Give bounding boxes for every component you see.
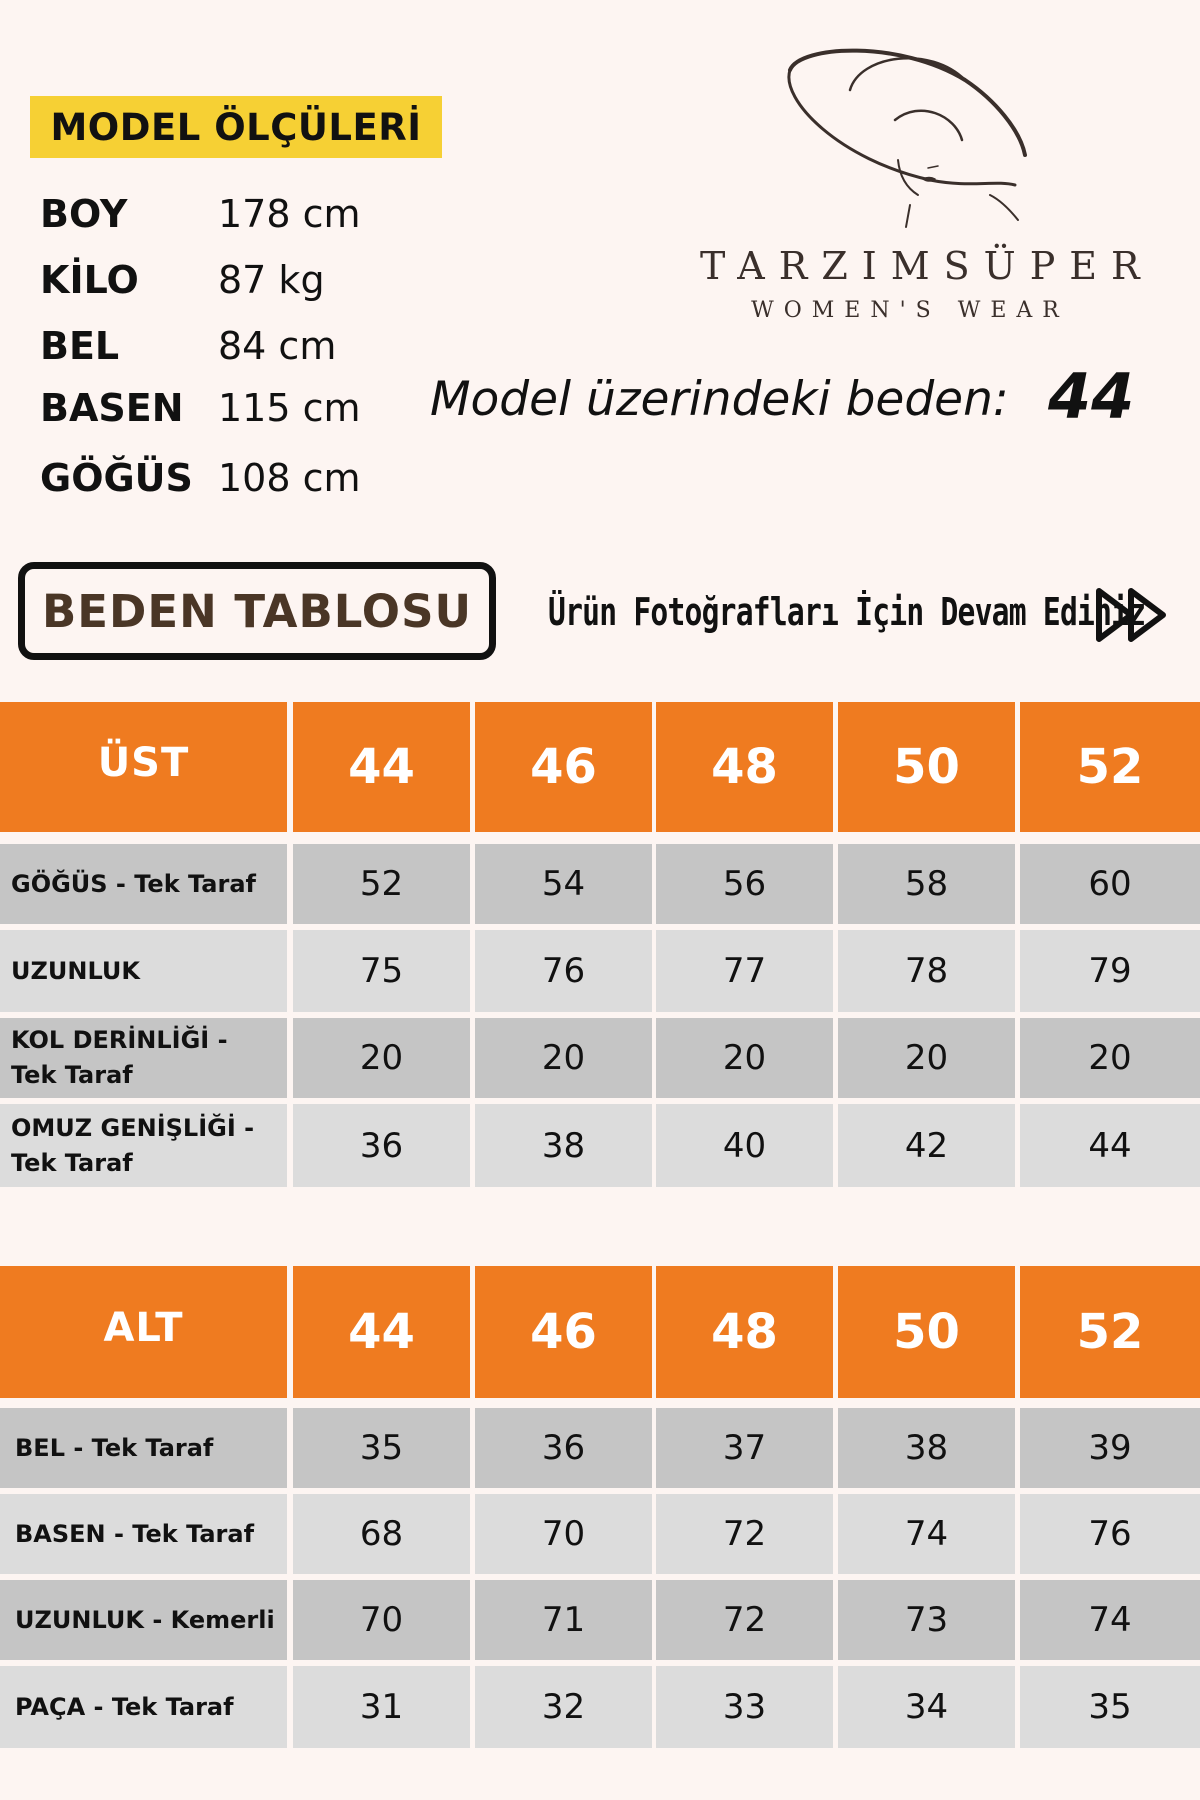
table-cell: 72: [656, 1580, 833, 1660]
measurement-value: 115 cm: [218, 386, 361, 430]
table-cell: 60: [1020, 844, 1200, 924]
size-header-label: 48: [711, 739, 778, 795]
table-cell: 20: [1020, 1018, 1200, 1098]
brand-subtitle: WOMEN'S WEAR: [751, 298, 1069, 323]
row-label: PAÇA - Tek Taraf: [0, 1666, 287, 1748]
brand-name: TARZIMSÜPER: [700, 244, 1154, 288]
table-cell: 54: [475, 844, 652, 924]
measurement-value: 108 cm: [218, 456, 361, 500]
table-cell: 74: [838, 1494, 1015, 1574]
row-label: UZUNLUK - Kemerli: [0, 1580, 287, 1660]
measurement-value: 84 cm: [218, 324, 337, 368]
table-cell: 32: [475, 1666, 652, 1748]
size-header: [656, 1266, 833, 1398]
model-measurements-badge: [30, 96, 442, 158]
measurement-row-gogus: [40, 448, 361, 508]
size-chart-button[interactable]: [18, 562, 496, 660]
size-header-label: 44: [348, 1304, 415, 1360]
size-header-label: 50: [893, 1304, 960, 1360]
measurement-label: GÖĞÜS: [40, 456, 193, 500]
lower-size-table: [0, 1266, 1200, 1748]
table-cell: 52: [293, 844, 470, 924]
continue-prompt: Ürün Fotoğrafları İçin Devam Ediniz: [548, 590, 1146, 634]
table-cell: 33: [656, 1666, 833, 1748]
table-title: ÜST: [97, 740, 190, 786]
table-cell: 37: [656, 1408, 833, 1488]
size-header: [475, 1266, 652, 1398]
size-header: [656, 702, 833, 832]
table-cell: 76: [475, 930, 652, 1012]
size-header: [475, 702, 652, 832]
table-cell: 70: [293, 1580, 470, 1660]
table-cell: 78: [838, 930, 1015, 1012]
table-cell: 79: [1020, 930, 1200, 1012]
table-cell: 36: [475, 1408, 652, 1488]
measurement-label: BASEN: [40, 386, 184, 430]
table-cell: 38: [475, 1104, 652, 1187]
table-header-label: [0, 1266, 287, 1398]
size-header-label: 46: [530, 1304, 597, 1360]
table-cell: 20: [293, 1018, 470, 1098]
table-cell: 20: [475, 1018, 652, 1098]
measurement-row-basen: [40, 378, 361, 438]
row-label: KOL DERİNLİĞİ - Tek Taraf: [0, 1018, 287, 1098]
table-cell: 70: [475, 1494, 652, 1574]
table-cell: 35: [293, 1408, 470, 1488]
measurement-row-boy: [40, 184, 361, 244]
table-cell: 56: [656, 844, 833, 924]
table-cell: 42: [838, 1104, 1015, 1187]
row-label: OMUZ GENİŞLİĞİ - Tek Taraf: [0, 1104, 287, 1187]
size-header-label: 50: [893, 739, 960, 795]
measurement-value: 87 kg: [218, 258, 325, 302]
size-header-label: 44: [348, 739, 415, 795]
table-cell: 44: [1020, 1104, 1200, 1187]
table-cell: 36: [293, 1104, 470, 1187]
size-header: [1020, 702, 1200, 832]
table-cell: 20: [656, 1018, 833, 1098]
table-cell: 77: [656, 930, 833, 1012]
size-header-label: 46: [530, 739, 597, 795]
measurement-label: BEL: [40, 324, 120, 368]
size-header: [293, 702, 470, 832]
size-header: [1020, 1266, 1200, 1398]
size-header-label: 52: [1076, 1304, 1144, 1360]
size-header: [838, 702, 1015, 832]
table-cell: 31: [293, 1666, 470, 1748]
table-cell: 72: [656, 1494, 833, 1574]
table-cell: 35: [1020, 1666, 1200, 1748]
row-label: BASEN - Tek Taraf: [0, 1494, 287, 1574]
table-cell: 39: [1020, 1408, 1200, 1488]
table-cell: 76: [1020, 1494, 1200, 1574]
model-measurements-title: MODEL ÖLÇÜLERİ: [50, 105, 422, 149]
measurement-row-bel: [40, 316, 336, 376]
measurement-label: BOY: [40, 192, 128, 236]
table-cell: 71: [475, 1580, 652, 1660]
row-label: GÖĞÜS - Tek Taraf: [0, 844, 287, 924]
table-cell: 20: [838, 1018, 1015, 1098]
table-cell: 38: [838, 1408, 1015, 1488]
model-size-label: Model üzerindeki beden:: [430, 372, 1009, 427]
table-cell: 68: [293, 1494, 470, 1574]
fast-forward-icon[interactable]: [1094, 586, 1170, 644]
table-header-label: [0, 702, 287, 832]
size-header: [838, 1266, 1015, 1398]
row-label: UZUNLUK: [0, 930, 287, 1012]
measurement-row-kilo: [40, 250, 325, 310]
woman-with-hat-logo: [780, 40, 1060, 240]
table-cell: 73: [838, 1580, 1015, 1660]
model-size-value: 44: [1048, 360, 1135, 433]
size-header-label: 52: [1076, 739, 1144, 795]
table-cell: 58: [838, 844, 1015, 924]
table-cell: 34: [838, 1666, 1015, 1748]
size-header: [293, 1266, 470, 1398]
table-cell: 75: [293, 930, 470, 1012]
size-header-label: 48: [711, 1304, 778, 1360]
table-cell: 40: [656, 1104, 833, 1187]
measurement-value: 178 cm: [218, 192, 361, 236]
measurement-label: KİLO: [40, 258, 139, 302]
table-cell: 74: [1020, 1580, 1200, 1660]
size-chart-button-label: BEDEN TABLOSU: [41, 584, 473, 638]
upper-size-table: [0, 702, 1200, 1187]
table-title: ALT: [103, 1305, 184, 1351]
row-label: BEL - Tek Taraf: [0, 1408, 287, 1488]
